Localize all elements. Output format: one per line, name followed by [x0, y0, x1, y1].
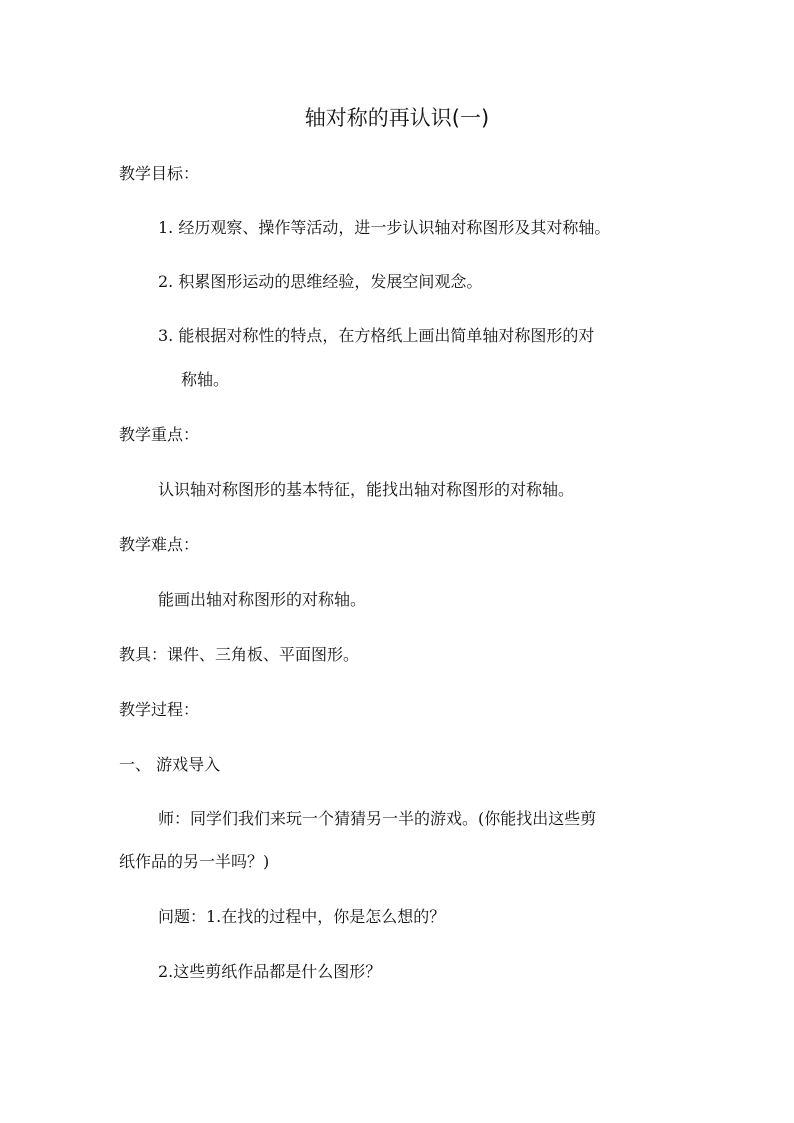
objective-item-2: 2. 积累图形运动的思维经验，发展空间观念。 [158, 272, 483, 291]
process-heading: 教学过程： [119, 700, 200, 719]
objectives-heading: 教学目标： [119, 164, 200, 183]
difficulty-heading: 教学难点： [119, 535, 200, 554]
key-points-text: 认识轴对称图形的基本特征，能找出轴对称图形的对称轴。 [158, 480, 575, 499]
question-line-2: 2.这些剪纸作品都是什么图形？ [158, 962, 382, 981]
objective-item-1: 1. 经历观察、操作等活动，进一步认识轴对称图形及其对称轴。 [158, 218, 611, 237]
objective-item-3: 3. 能根据对称性的特点，在方格纸上画出简单轴对称图形的对 [158, 326, 595, 345]
difficulty-text: 能画出轴对称图形的对称轴。 [158, 590, 367, 609]
tools-line: 教具：课件、三角板、平面图形。 [119, 645, 360, 664]
section-heading-game-intro: 一、 游戏导入 [119, 755, 221, 774]
key-points-heading: 教学重点： [119, 425, 200, 444]
teacher-dialogue-line-1: 师：同学们我们来玩一个猜猜另一半的游戏。(你能找出这些剪 [158, 809, 597, 828]
objective-item-3-continuation: 称轴。 [181, 370, 230, 389]
teacher-dialogue-line-2: 纸作品的另一半吗？) [119, 852, 270, 871]
question-line-1: 问题：1.在找的过程中，你是怎么想的？ [158, 907, 446, 926]
document-title: 轴对称的再认识(一) [304, 106, 490, 130]
